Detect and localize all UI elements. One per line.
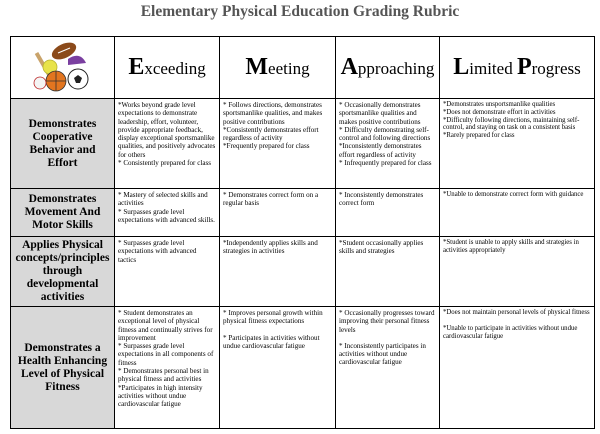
header-exceeding-rest: xceeding	[144, 59, 206, 78]
header-row	[11, 37, 595, 99]
cell-meeting	[220, 307, 336, 429]
criterion-text: *Student occasionally applies skills and strategies	[339, 239, 424, 256]
criterion-text: * Demonstrates correct form on a regular basis	[223, 191, 319, 208]
cell-exceeding	[115, 237, 220, 307]
header-approaching	[336, 37, 440, 99]
criterion-text: *Rarely prepared for class	[443, 132, 515, 140]
cell-approaching	[336, 237, 440, 307]
cell-spacer	[443, 317, 591, 325]
header-progress-initial: P	[516, 54, 532, 80]
cell-limited-progress	[440, 189, 595, 237]
cell-approaching	[336, 307, 440, 429]
criterion-text: *Demonstrates unsportsmanlike qualities	[443, 101, 556, 108]
header-meeting-initial: M	[245, 54, 269, 80]
table-row	[11, 99, 595, 189]
cell-meeting	[220, 99, 336, 189]
cell-approaching	[336, 99, 440, 189]
criterion-text: * Occasionally progresses toward improving their personal fitness levels	[339, 309, 435, 334]
criterion-text: * Surpasses grade level expectations with advanced skills.	[118, 207, 215, 224]
criterion-text: * Occasionally demonstrates sportsmanlike qualities and makes positive contributions	[339, 101, 421, 126]
criterion-text: *Does not demonstrate effort in activities	[443, 108, 556, 116]
header-exceeding	[115, 37, 220, 99]
criterion-text: *Unable to participate in activities without undue cardiovascular fatigue	[443, 324, 578, 340]
cell-spacer	[223, 326, 332, 334]
table-row	[11, 307, 595, 429]
criterion-text: * Surpasses grade level expectations in all components of fitness	[118, 342, 214, 367]
cell-meeting	[220, 237, 336, 307]
criterion-text: * Inconsistently demonstrates correct form	[339, 191, 424, 208]
header-limited-progress	[440, 37, 595, 99]
header-limited-rest: imited	[469, 59, 517, 78]
criterion-text: * Student demonstrates an exceptional level of physical fitness and continually strives for improvement	[118, 309, 213, 342]
cell-exceeding	[115, 99, 220, 189]
table-row	[11, 237, 595, 307]
cell-exceeding	[115, 307, 220, 429]
row-label: Demonstrates a Health Enhancing Level of Physical Fitness	[11, 307, 115, 429]
criterion-text: *Frequently prepared for class	[223, 142, 310, 151]
criterion-text: * Consistently prepared for class	[118, 159, 211, 168]
criterion-text: *Inconsistently demonstrates effort regardless of activity	[339, 142, 422, 159]
cell-exceeding	[115, 189, 220, 237]
criterion-text: *Participates in high intensity activities without undue cardiovascular fatigue	[118, 383, 203, 409]
table-row	[11, 189, 595, 237]
header-meeting-rest: eeting	[268, 59, 310, 78]
criterion-text: *Independently applies skills and strategies in activities	[223, 239, 318, 256]
criterion-text: * Difficulty demonstrating self-control and following directions	[339, 125, 431, 143]
header-limited-initial: L	[453, 54, 470, 80]
sports-equipment-logo	[11, 37, 115, 99]
header-meeting	[220, 37, 336, 99]
criterion-text: * Participates in activities without undue cardiovascular fatigue	[223, 333, 320, 350]
criterion-text: *Consistently demonstrates effort regardless of activity	[223, 125, 319, 143]
cell-meeting	[220, 189, 336, 237]
criterion-text: * Demonstrates personal best in physical fitness and activities	[118, 367, 209, 384]
criterion-text: *Does not maintain personal levels of physical fitness	[443, 309, 590, 316]
criterion-text: * Improves personal growth within physical fitness expectations	[223, 309, 323, 326]
sports-balls-icon	[28, 37, 98, 93]
criterion-text: *Difficulty following directions, maintaining self-control, and staying on task on a consistent basis	[443, 116, 580, 132]
criterion-text: * Mastery of selected skills and activities	[118, 191, 208, 208]
cell-limited-progress	[440, 99, 595, 189]
criterion-text: *Unable to demonstrate correct form with guidance	[443, 191, 584, 198]
cell-approaching	[336, 189, 440, 237]
page-title: Elementary Physical Education Grading Rubric	[140, 3, 460, 20]
row-label: Demonstrates Movement And Motor Skills	[11, 189, 115, 237]
cell-spacer	[339, 334, 436, 342]
header-approaching-initial: A	[340, 54, 358, 80]
header-approaching-rest: pproaching	[357, 59, 435, 78]
criterion-text: * Infrequently prepared for class	[339, 159, 432, 168]
cell-limited-progress	[440, 307, 595, 429]
criterion-text: * Inconsistently participates in activities without undue cardiovascular fatigue	[339, 341, 426, 367]
criterion-text: *Works beyond grade level expectations to demonstrate leadership, effort, volunteer, provide appropriate feedback, display exceptional sportsmanlike qualities, and positively advocates for others	[118, 101, 216, 159]
criterion-text: *Student is unable to apply skills and strategies in activities appropriately	[443, 239, 579, 254]
header-exceeding-initial: E	[128, 54, 145, 80]
header-progress-rest: rogress	[531, 59, 581, 78]
row-label: Demonstrates Cooperative Behavior and Effort	[11, 99, 115, 189]
row-label: Applies Physical concepts/principles through developmental activities	[11, 237, 115, 307]
criterion-text: * Follows directions, demonstrates sportsmanlike qualities, and makes positive contributions	[223, 101, 323, 126]
criterion-text: * Surpasses grade level expectations with advanced tactics	[118, 239, 197, 264]
cell-limited-progress	[440, 237, 595, 307]
grading-rubric-table	[10, 36, 595, 429]
